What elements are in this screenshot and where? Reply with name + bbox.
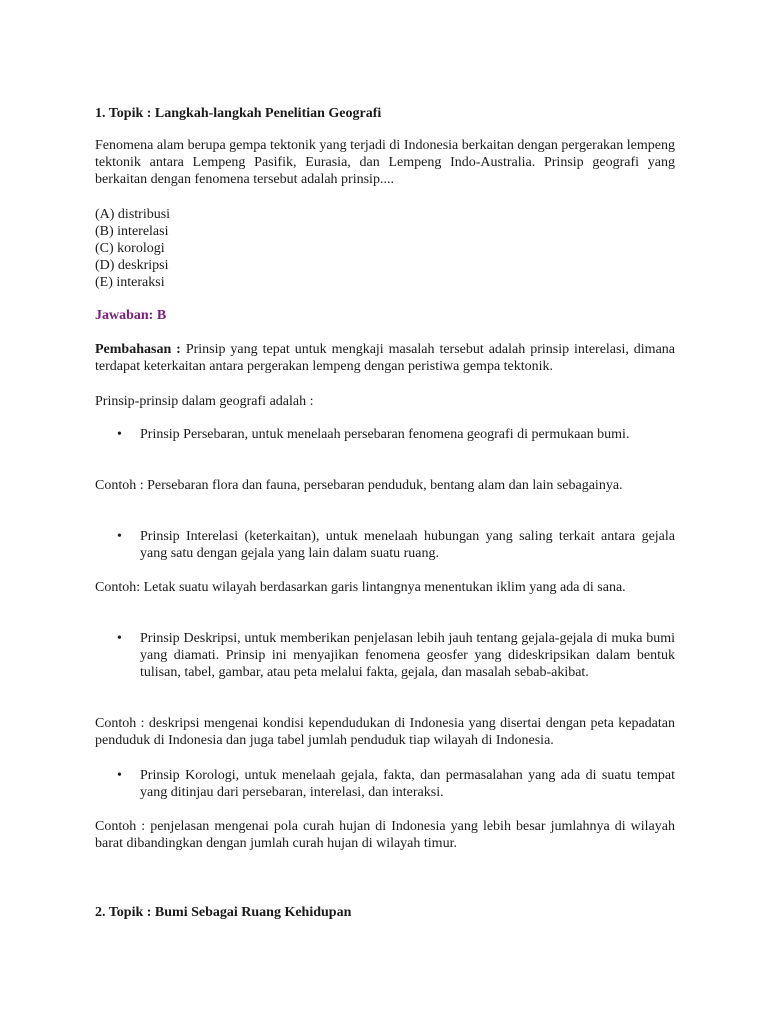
topic-2-heading: 2. Topik : Bumi Sebagai Ruang Kehidupan	[95, 905, 352, 920]
bullet-icon: •	[117, 631, 122, 646]
option-d: (D) deskripsi	[95, 258, 169, 273]
example-persebaran: Contoh : Persebaran flora dan fauna, persebaran penduduk, bentang alam dan lain sebagainya.	[95, 478, 623, 493]
explanation-label: Pembahasan :	[95, 342, 181, 357]
explanation-text: Prinsip yang tepat untuk mengkaji masalah tersebut adalah prinsip interelasi, dimana terdapat keterkaitan antara pergerakan lempeng dengan peristiwa gempa tektonik.	[95, 342, 675, 374]
example-deskripsi: Contoh : deskripsi mengenai kondisi kependudukan di Indonesia yang disertai dengan peta kepadatan penduduk di Indonesia dan juga tabel jumlah penduduk tiap wilayah di Indonesia.	[95, 716, 675, 748]
bullet-icon: •	[117, 768, 122, 783]
option-a: (A) distribusi	[95, 207, 171, 222]
answer-options	[95, 206, 675, 291]
option-b: (B) interelasi	[95, 224, 169, 239]
bullet-icon: •	[117, 529, 122, 544]
principle-deskripsi: Prinsip Deskripsi, untuk memberikan penjelasan lebih jauh tentang gejala-gejala di muka bumi yang diamati. Prinsip ini menyajikan fenomena geosfer yang dideskripsikan dalam bentuk tulisan, tabel, gambar, atau peta melalui fakta, gejala, dan masalah sebab-akibat.	[140, 631, 675, 680]
answer-key: Jawaban: B	[95, 308, 167, 323]
example-interelasi: Contoh: Letak suatu wilayah berdasarkan garis lintangnya menentukan iklim yang ada di sana.	[95, 580, 626, 595]
principle-persebaran: Prinsip Persebaran, untuk menelaah persebaran fenomena geografi di permukaan bumi.	[140, 427, 630, 442]
bullet-icon: •	[117, 427, 122, 442]
example-korologi: Contoh : penjelasan mengenai pola curah hujan di Indonesia yang lebih besar jumlahnya di wilayah barat dibandingkan dengan jumlah curah hujan di wilayah timur.	[95, 819, 675, 851]
explanation-paragraph	[95, 341, 675, 375]
principles-intro: Prinsip-prinsip dalam geografi adalah :	[95, 394, 314, 409]
topic-1-heading: 1. Topik : Langkah-langkah Penelitian Geografi	[95, 106, 382, 121]
question-text: Fenomena alam berupa gempa tektonik yang terjadi di Indonesia berkaitan dengan pergerakan lempeng tektonik antara Lempeng Pasifik, Eurasia, dan Lempeng Indo-Australia. Prinsip geografi yang berkaitan dengan fenomena tersebut adalah prinsip....	[95, 138, 675, 187]
option-e: (E) interaksi	[95, 275, 165, 290]
principle-interelasi: Prinsip Interelasi (keterkaitan), untuk menelaah hubungan yang saling terkait antara gejala yang satu dengan gejala yang lain dalam suatu ruang.	[140, 529, 675, 561]
principle-korologi: Prinsip Korologi, untuk menelaah gejala, fakta, dan permasalahan yang ada di suatu tempat yang ditinjau dari persebaran, interelasi, dan interaksi.	[140, 768, 675, 800]
option-c: (C) korologi	[95, 241, 165, 256]
